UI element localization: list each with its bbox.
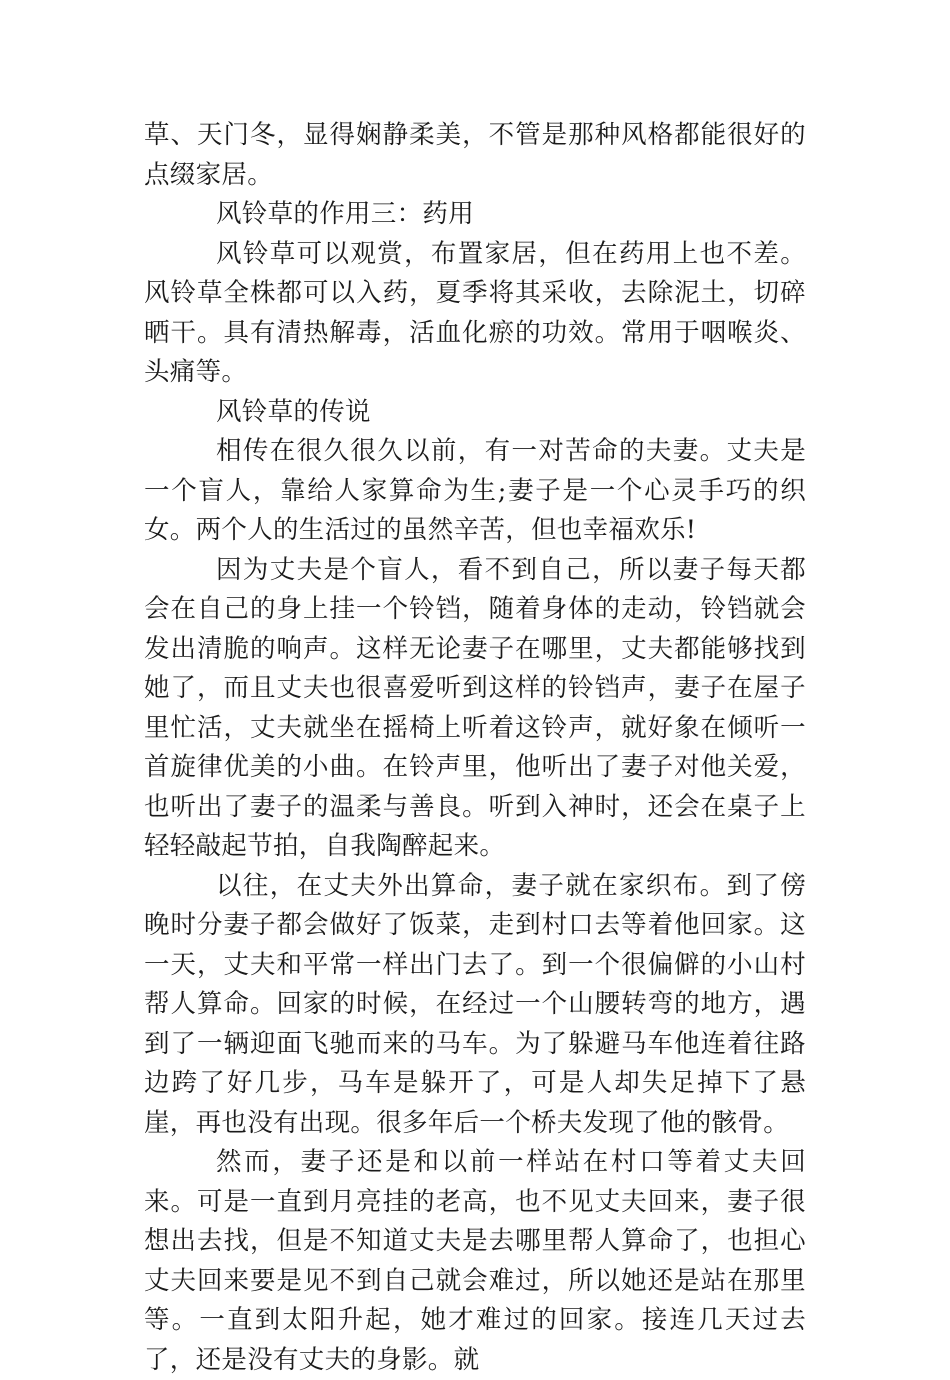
paragraph-legend-bell: 因为丈夫是个盲人，看不到自己，所以妻子每天都会在自己的身上挂一个铃铛，随着身体的走动，铃铛就会发出清脆的响声。这样无论妻子在哪里，丈夫都能够找到她了，而且丈夫也很喜爱听到这样的铃铛声，妻子在屋子里忙活，丈夫就坐在摇椅上听着这铃声，就好象在倾听一首旋律优美的小曲。在铃声里，他听出了妻子对他关爱，也听出了妻子的温柔与善良。听到入神时，还会在桌子上轻轻敲起节拍，自我陶醉起来。 (144, 554, 806, 861)
section-heading-medicinal-use: 风铃草的作用三：药用 (216, 199, 475, 229)
paragraph-legend-accident: 以往，在丈夫外出算命，妻子就在家织布。到了傍晚时分妻子都会做好了饭菜，走到村口去等着他回家。这一天，丈夫和平常一样出门去了。到一个很偏僻的小山村帮人算命。回家的时候，在经过一个山腰转弯的地方，遇到了一辆迎面飞驰而来的马车。为了躲避马车他连着往路边跨了好几步，马车是躲开了，可是人却失足掉下了悬崖，再也没有出现。很多年后一个桥夫发现了他的骸骨。 (144, 870, 806, 1138)
paragraph-intro-continuation: 草、天门冬，显得娴静柔美，不管是那种风格都能很好的点缀家居。 (144, 120, 806, 190)
paragraph-medicinal-use: 风铃草可以观赏，布置家居，但在药用上也不差。风铃草全株都可以入药，夏季将其采收，去除泥土，切碎晒干。具有清热解毒，活血化瘀的功效。常用于咽喉炎、头痛等。 (144, 238, 806, 387)
paragraph-legend-waiting: 然而，妻子还是和以前一样站在村口等着丈夫回来。可是一直到月亮挂的老高，也不见丈夫回来，妻子很想出去找，但是不知道丈夫是去哪里帮人算命了，也担心丈夫回来要是见不到自己就会难过，所以她还是站在那里等。一直到太阳升起，她才难过的回家。接连几天过去了，还是没有丈夫的身影。就 (144, 1147, 806, 1375)
paragraph-legend-intro: 相传在很久很久以前，有一对苦命的夫妻。丈夫是一个盲人，靠给人家算命为生;妻子是一个心灵手巧的织女。两个人的生活过的虽然辛苦，但也幸福欢乐! (144, 436, 806, 545)
section-heading-legend: 风铃草的传说 (216, 396, 371, 427)
document-body (144, 116, 806, 1380)
